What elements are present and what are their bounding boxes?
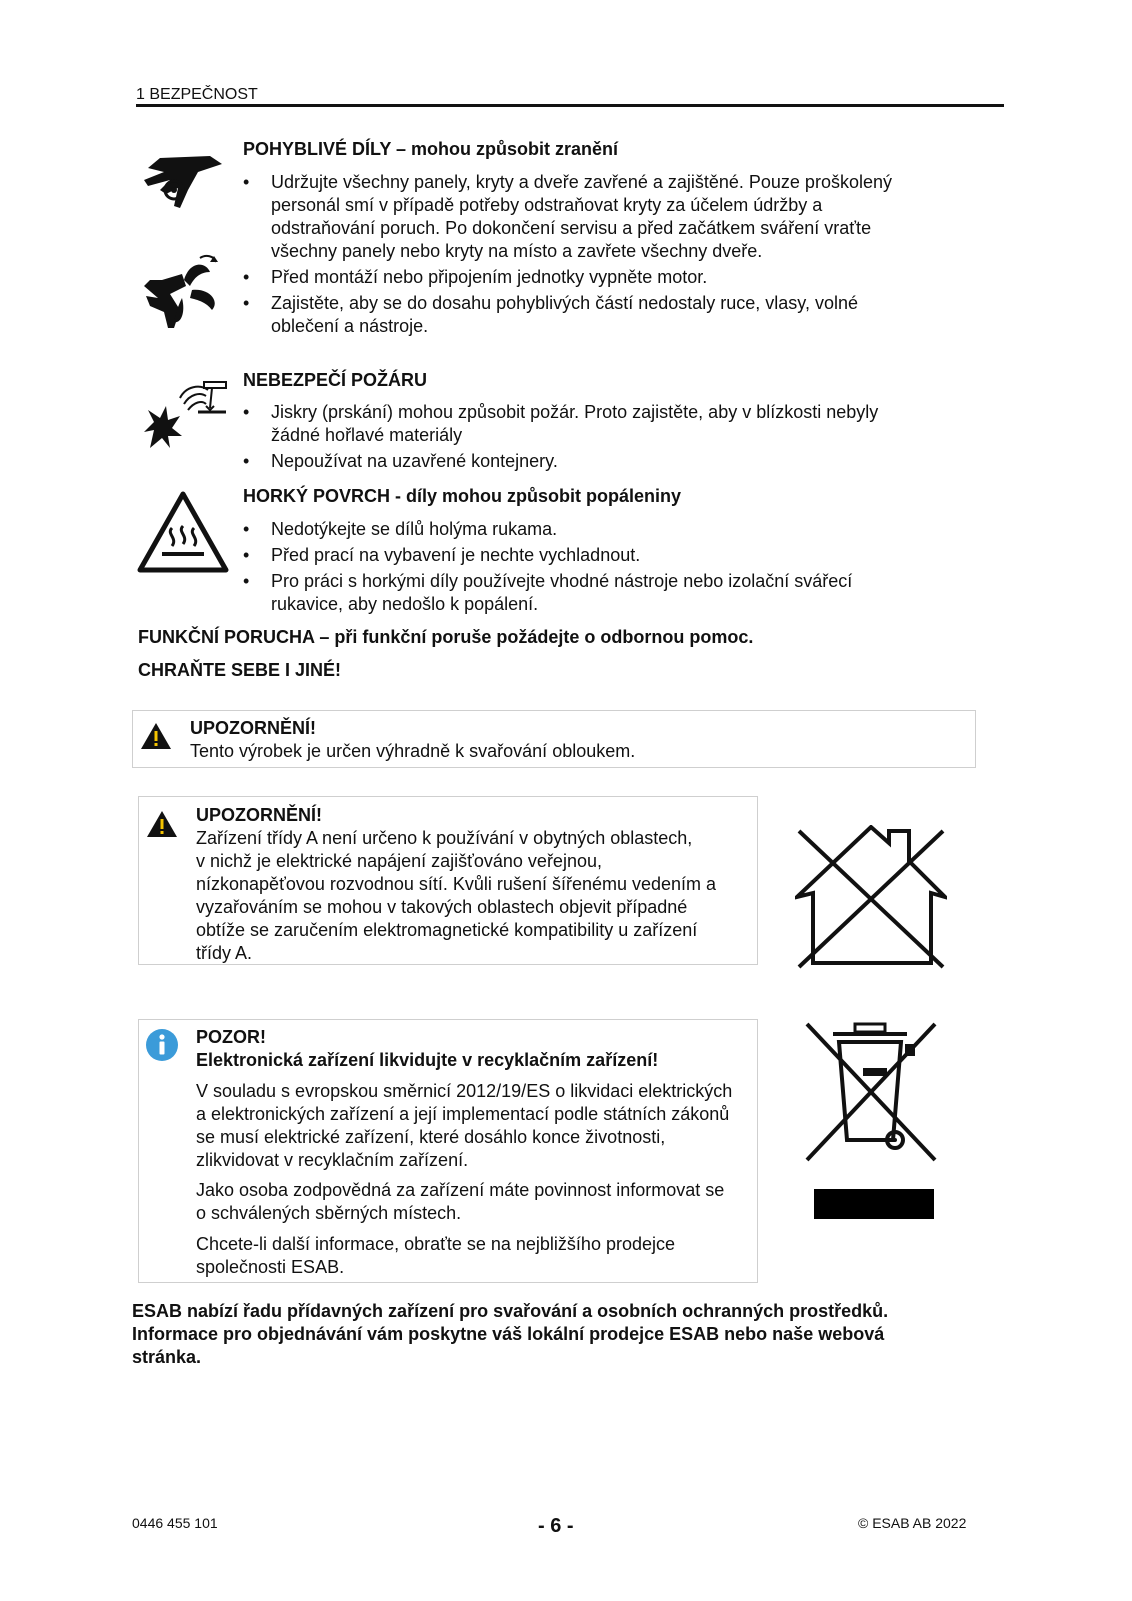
recycling-notice-box <box>138 1019 758 1283</box>
warning-icon <box>145 809 179 839</box>
warning-line: vyzařováním se mohou v takových oblastech objevit případné <box>196 897 688 917</box>
warning-box-arc-welding <box>132 710 976 768</box>
notice-line: zlikvidovat v recyklačním zařízení. <box>196 1150 469 1170</box>
moving-parts-fan-hand-icon <box>140 250 228 332</box>
list-item: • Před montáží nebo připojením jednotky vypněte motor. <box>243 266 893 289</box>
protect-notice: CHRAŇTE SEBE I JINÉ! <box>138 660 342 680</box>
warning-body <box>196 827 756 965</box>
warning-box-class-a <box>138 796 758 965</box>
list-item: • Před prací na vybavení je nechte vychladnout. <box>243 544 893 567</box>
fire-list <box>243 401 893 476</box>
notice-paragraph-3 <box>196 1233 756 1279</box>
hot-surface-icon <box>136 490 230 574</box>
info-icon <box>145 1028 179 1062</box>
notice-line: se musí elektrické zařízení, které dosáhlo konce životnosti, <box>196 1127 666 1147</box>
warning-line: obtíže se zaručením elektromagnetické kompatibility u zařízení <box>196 920 698 940</box>
copyright: © ESAB AB 2022 <box>858 1515 967 1531</box>
moving-parts-list <box>243 171 893 341</box>
warning-line: v nichž je elektrické napájení zajišťováno veřejnou, <box>196 851 602 871</box>
header-rule <box>136 104 1004 107</box>
hot-surface-title: HORKÝ POVRCH - díly mohou způsobit popáleniny <box>243 486 682 506</box>
notice-line: Chcete-li další informace, obraťte se na nejbližšího prodejce <box>196 1234 676 1254</box>
fire-title: NEBEZPEČÍ POŽÁRU <box>243 370 428 390</box>
notice-line: o schválených sběrných místech. <box>196 1203 462 1223</box>
no-residential-use-icon <box>795 825 947 970</box>
esab-note-line: ESAB nabízí řadu přídavných zařízení pro svařování a osobních ochranných prostředků. <box>132 1301 889 1321</box>
warning-icon <box>139 721 173 751</box>
notice-paragraph-1 <box>196 1080 756 1172</box>
malfunction-notice: FUNKČNÍ PORUCHA – při funkční poruše požádejte o odbornou pomoc. <box>138 627 754 647</box>
doc-number: 0446 455 101 <box>132 1515 218 1531</box>
weee-crossed-bin-icon <box>803 1020 939 1165</box>
moving-parts-gear-hand-icon <box>140 150 226 212</box>
notice-line: V souladu s evropskou směrnicí 2012/19/ES o likvidaci elektrických <box>196 1081 733 1101</box>
section-header: 1 BEZPEČNOST <box>136 86 258 103</box>
weee-black-bar <box>814 1189 934 1219</box>
notice-paragraph-2 <box>196 1179 756 1225</box>
warning-text: Tento výrobek je určen výhradně k svařování obloukem. <box>190 741 636 761</box>
notice-line: a elektronických zařízení a její implementací podle státních zákonů <box>196 1104 730 1124</box>
moving-parts-title: POHYBLIVÉ DÍLY – mohou způsobit zranění <box>243 139 619 159</box>
esab-accessories-note <box>132 1300 992 1369</box>
hot-surface-list <box>243 518 893 619</box>
page-number: - 6 - <box>538 1515 574 1537</box>
notice-line: společnosti ESAB. <box>196 1257 345 1277</box>
warning-line: Zařízení třídy A není určeno k používání v obytných oblastech, <box>196 828 693 848</box>
list-item: • Nepoužívat na uzavřené kontejnery. <box>243 450 893 473</box>
warning-line: třídy A. <box>196 943 253 963</box>
fire-hazard-icon <box>140 378 232 450</box>
list-item: • Jiskry (prskání) mohou způsobit požár. Proto zajistěte, aby v blízkosti nebyly žádné hořlavé materiály <box>243 401 893 447</box>
notice-line: Jako osoba zodpovědná za zařízení máte povinnost informovat se <box>196 1180 725 1200</box>
warning-line: nízkonapěťovou rozvodnou sítí. Kvůli rušení šířenému vedením a <box>196 874 717 894</box>
notice-title: POZOR! <box>196 1027 266 1047</box>
list-item: • Zajistěte, aby se do dosahu pohyblivých částí nedostaly ruce, vlasy, volné oblečení a nástroje. <box>243 292 893 338</box>
notice-subtitle: Elektronická zařízení likvidujte v recyklačním zařízení! <box>196 1050 659 1070</box>
list-item: • Nedotýkejte se dílů holýma rukama. <box>243 518 893 541</box>
esab-note-line: Informace pro objednávání vám poskytne váš lokální prodejce ESAB nebo naše webová <box>132 1324 885 1344</box>
warning-title: UPOZORNĚNÍ! <box>190 718 316 738</box>
esab-note-line: stránka. <box>132 1347 202 1367</box>
list-item: • Udržujte všechny panely, kryty a dveře zavřené a zajištěné. Pouze proškolený personál smí v případě potřeby odstraňovat kryty za účelem údržby a odstraňování poruch. Po dokončení servisu a před začátkem sváření vraťte všechny panely nebo kryty na místo a zavřete všechny dveře. <box>243 171 893 263</box>
warning-title: UPOZORNĚNÍ! <box>196 805 322 825</box>
list-item: • Pro práci s horkými díly používejte vhodné nástroje nebo izolační svářecí rukavice, aby nedošlo k popálení. <box>243 570 893 616</box>
